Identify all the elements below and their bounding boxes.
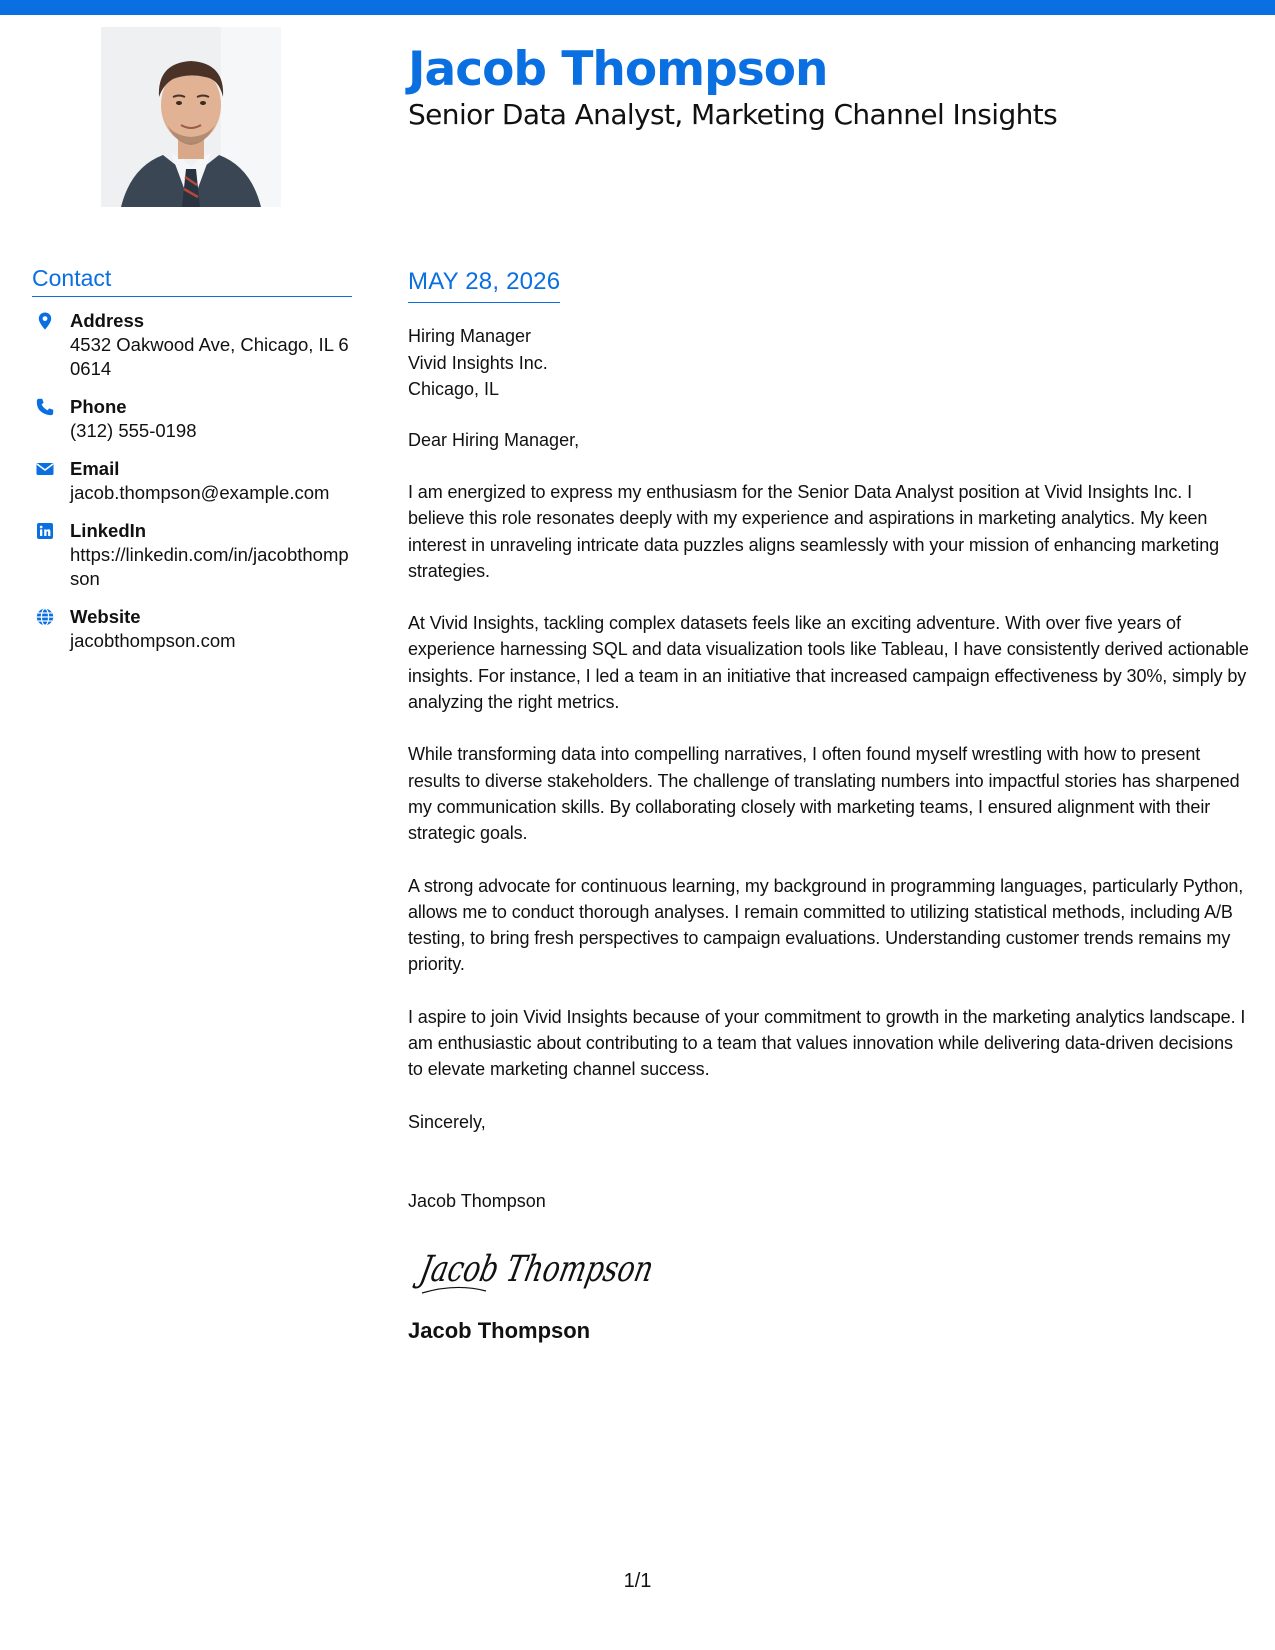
letter-paragraph: At Vivid Insights, tackling complex datasets feels like an exciting adventure. With over five years of experience harnessing SQL and data visualization tools like Tableau, I have consistently derived actionable insights. For instance, I led a team in an initiative that increased campaign effectiveness by 30%, simply by analyzing the right metrics.	[408, 613, 1249, 713]
recipient-line: Hiring Manager	[408, 326, 532, 346]
letter-body	[408, 268, 1250, 1345]
signed-name: Jacob Thompson	[408, 1317, 591, 1343]
contact-value[interactable]: jacobthompson.com	[70, 630, 236, 651]
contact-item-website	[32, 605, 352, 653]
profile-photo	[101, 27, 281, 207]
letter-paragraph: While transforming data into compelling narratives, I often found myself wrestling with how to present results to diverse stakeholders. The challenge of translating numbers into impactful stories has sharpened my communication skills. By collaborating closely with marketing teams, I ensured alignment with their strategic goals.	[408, 744, 1240, 844]
recipient-line: Vivid Insights Inc.	[408, 352, 548, 373]
contact-value: 4532 Oakwood Ave, Chicago, IL 60614	[70, 334, 349, 379]
letter-paragraph: A strong advocate for continuous learning, my background in programming languages, particularly Python, allows me to conduct thorough analyses. I remain committed to utilizing statistical methods, including A/B testing, to bring fresh perspectives to campaign evaluations. Understanding customer trends remains my priority.	[408, 875, 1244, 975]
recipient-line: Chicago, IL	[408, 379, 500, 399]
top-accent-bar	[0, 0, 1275, 15]
page-number: 1/1	[623, 1570, 652, 1592]
contact-item-address	[32, 309, 352, 381]
contact-label: Phone	[70, 396, 127, 417]
salutation: Dear Hiring Manager,	[408, 429, 580, 450]
closing: Sincerely,	[408, 1111, 486, 1132]
contact-label: Email	[70, 458, 120, 479]
signature-text: Jacob Thompson	[416, 1247, 727, 1290]
contact-item-phone	[32, 395, 352, 443]
contact-heading: Contact	[32, 265, 352, 297]
globe-icon	[35, 607, 55, 627]
phone-icon	[35, 397, 55, 417]
recipient-block	[408, 323, 1250, 403]
linkedin-icon	[35, 521, 55, 541]
letter-header	[408, 42, 1248, 132]
contact-value[interactable]: https://linkedin.com/in/jacobthompson	[70, 544, 349, 589]
contact-item-linkedin	[32, 519, 352, 591]
contact-label: Address	[70, 310, 145, 331]
letter-date: MAY 28, 2026	[408, 268, 560, 303]
contact-label: LinkedIn	[70, 520, 147, 541]
applicant-title: Senior Data Analyst, Marketing Channel Insights	[408, 98, 1058, 132]
envelope-icon	[35, 459, 55, 479]
applicant-name: Jacob Thompson	[408, 42, 828, 97]
portrait-illustration	[101, 27, 281, 207]
signature-image	[416, 1235, 727, 1305]
contact-label: Website	[70, 606, 141, 627]
map-pin-icon	[35, 311, 55, 331]
letter-paragraph: I aspire to join Vivid Insights because of your commitment to growth in the marketing analytics landscape. I am enthusiastic about contributing to a team that values innovation while delivering data-driven decisions to elevate marketing channel success.	[408, 1006, 1246, 1080]
contact-list	[32, 309, 352, 653]
contact-sidebar	[32, 265, 352, 667]
contact-value[interactable]: jacob.thompson@example.com	[70, 482, 330, 503]
contact-item-email	[32, 457, 352, 505]
sender-name: Jacob Thompson	[408, 1191, 546, 1212]
contact-value: (312) 555-0198	[70, 420, 197, 441]
letter-paragraph: I am energized to express my enthusiasm for the Senior Data Analyst position at Vivid Insights Inc. I believe this role resonates deeply with my experience and aspirations in marketing analytics. My keen interest in unraveling intricate data puzzles aligns seamlessly with your mission of enhancing marketing strategies.	[408, 482, 1220, 581]
